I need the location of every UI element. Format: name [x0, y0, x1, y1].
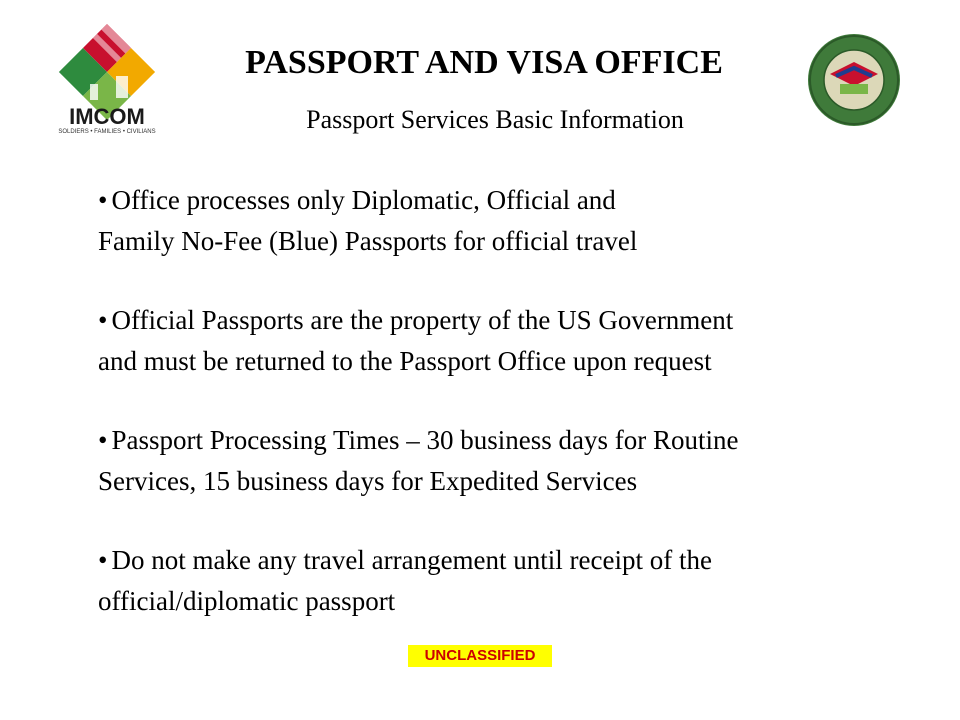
- bullet-text-line: Do not make any travel arrangement until receipt of the: [111, 545, 712, 575]
- bullet-dot-icon: •: [98, 185, 108, 215]
- classification-banner: UNCLASSIFIED: [408, 645, 552, 667]
- bullet-dot-icon: •: [98, 425, 108, 455]
- bullet-text-line: Passport Processing Times – 30 business days for Routine: [111, 425, 739, 455]
- bullet-text-line: Official Passports are the property of the US Government: [111, 305, 734, 335]
- imcom-tagline: SOLDIERS • FAMILIES • CIVILIANS: [58, 129, 156, 134]
- page-subtitle: Passport Services Basic Information: [306, 105, 684, 134]
- page-title: PASSPORT AND VISA OFFICE: [245, 44, 723, 81]
- bullet-dot-icon: •: [98, 545, 108, 575]
- bullet-item: [98, 180, 898, 262]
- bullet-text-line: Services, 15 business days for Expedited Services: [98, 466, 638, 496]
- bullet-text-line: and must be returned to the Passport Office upon request: [98, 346, 712, 376]
- bullet-item: [98, 420, 898, 502]
- bullet-text-line: Office processes only Diplomatic, Official and: [111, 185, 616, 215]
- bullet-text-line: official/diplomatic passport: [98, 586, 396, 616]
- imcom-logo-text: IMCOM: [69, 104, 145, 129]
- bullet-item: [98, 540, 898, 622]
- bullet-item: [98, 300, 898, 382]
- bullet-text-line: Family No-Fee (Blue) Passports for official travel: [98, 226, 638, 256]
- bullet-list: [98, 180, 898, 660]
- bullet-dot-icon: •: [98, 305, 108, 335]
